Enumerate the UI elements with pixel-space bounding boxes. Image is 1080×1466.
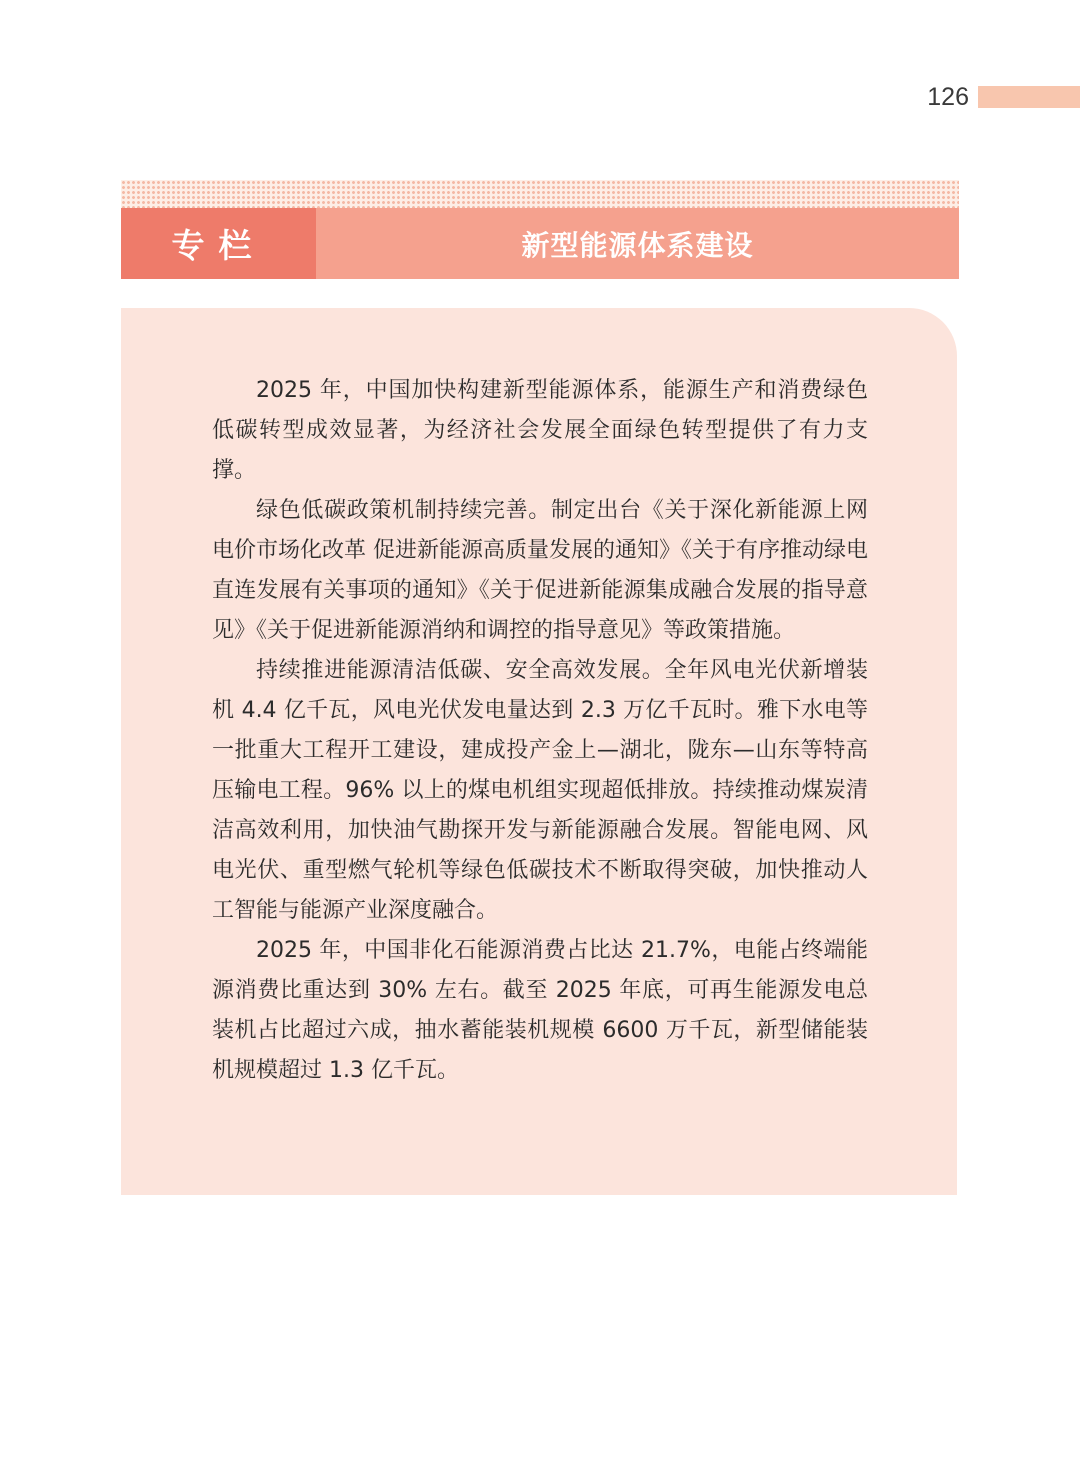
page-tab-decoration [978,86,1080,108]
page-number: 126 [927,83,969,111]
column-header [121,208,959,279]
article-body [212,371,868,1091]
paragraph-2: 绿色低碳政策机制持续完善。制定出台《关于深化新能源上网电价市场化改革 促进新能源高质量发展的通知》《关于有序推动绿电直连发展有关事项的通知》《关于促进新能源集成融合发展的指导意见》《关于促进新能源消纳和调控的指导意见》等政策措施。 [212,498,868,643]
paragraph-1: 2025 年，中国加快构建新型能源体系，能源生产和消费绿色低碳转型成效显著，为经济社会发展全面绿色转型提供了有力支撑。 [212,378,868,483]
paragraph-3: 持续推进能源清洁低碳、安全高效发展。全年风电光伏新增装机 4.4 亿千瓦，风电光伏发电量达到 2.3 万亿千瓦时。雅下水电等一批重大工程开工建设，建成投产金上—湖北，陇东—山东等特高压输电工程。96% 以上的煤电机组实现超低排放。持续推动煤炭清洁高效利用，加快油气勘探开发与新能源融合发展。智能电网、风电光伏、重型燃气轮机等绿色低碳技术不断取得突破，加快推动人工智能与能源产业深度融合。 [212,658,868,923]
column-title: 新型能源体系建设 [521,228,754,262]
paragraph-4: 2025 年，中国非化石能源消费占比达 21.7%，电能占终端能源消费比重达到 30% 左右。截至 2025 年底，可再生能源发电总装机占比超过六成，抽水蓄能装机规模 6600 万千瓦，新型储能装机规模超过 1.3 亿千瓦。 [212,938,868,1083]
column-label: 专栏 [121,208,316,279]
dotted-band-decoration [121,180,959,208]
